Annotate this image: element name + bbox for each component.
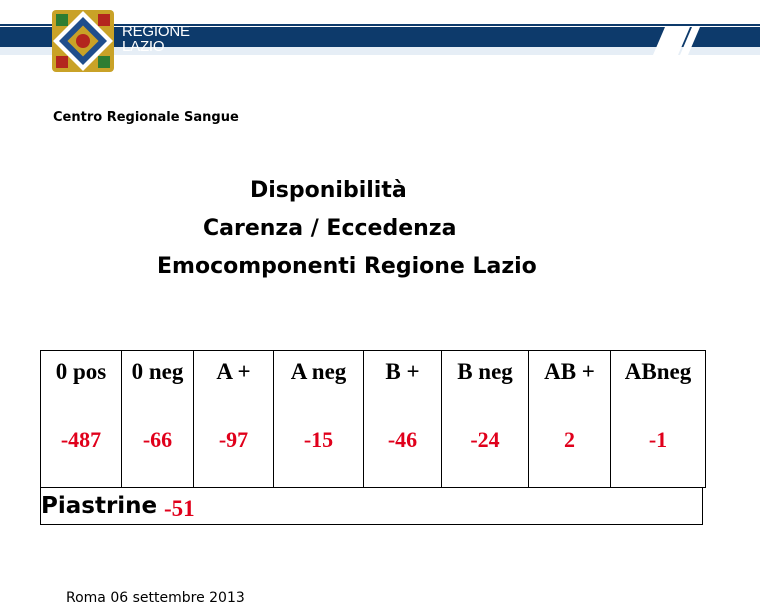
value-a-neg: -15 bbox=[303, 427, 334, 452]
piastrine-label: Piastrine bbox=[41, 493, 158, 519]
header-ab-pos: AB + bbox=[544, 359, 595, 384]
value-ab-pos: 2 bbox=[564, 427, 575, 452]
title-line-3: Emocomponenti Regione Lazio bbox=[157, 254, 537, 279]
value-0-neg: -66 bbox=[142, 427, 173, 452]
header-a-pos: A + bbox=[216, 359, 251, 384]
header-b-neg: B neg bbox=[457, 359, 513, 384]
piastrine-row bbox=[40, 488, 703, 525]
column-a-pos bbox=[194, 351, 274, 487]
value-0-pos: -487 bbox=[60, 427, 102, 452]
value-ab-neg: -1 bbox=[648, 427, 668, 452]
value-a-pos: -97 bbox=[218, 427, 249, 452]
footer-date: Roma 06 settembre 2013 bbox=[66, 590, 245, 606]
header-0-pos: 0 pos bbox=[55, 359, 107, 384]
column-b-neg bbox=[442, 351, 529, 487]
column-0-neg bbox=[122, 351, 194, 487]
column-ab-neg bbox=[611, 351, 705, 487]
header-0-neg: 0 neg bbox=[131, 359, 184, 384]
column-0-pos bbox=[41, 351, 122, 487]
header-b-pos: B + bbox=[385, 359, 420, 384]
value-b-neg: -24 bbox=[470, 427, 500, 452]
regione-lazio-logo-icon bbox=[50, 8, 116, 74]
centro-regionale-sangue: Centro Regionale Sangue bbox=[53, 110, 239, 125]
blood-group-table bbox=[40, 350, 706, 488]
title-line-1: Disponibilità bbox=[250, 178, 407, 203]
column-a-neg bbox=[274, 351, 364, 487]
brand-line-2: LAZIO bbox=[122, 38, 165, 55]
value-b-pos: -46 bbox=[387, 427, 418, 452]
brand-name bbox=[122, 24, 190, 54]
brand-line-1: REGIONE bbox=[122, 23, 190, 40]
title-line-2: Carenza / Eccedenza bbox=[203, 216, 457, 241]
header-a-neg: A neg bbox=[290, 359, 347, 384]
column-b-pos bbox=[364, 351, 442, 487]
column-ab-pos bbox=[529, 351, 611, 487]
header-ab-neg: ABneg bbox=[624, 359, 692, 384]
piastrine-value: -51 bbox=[164, 496, 195, 521]
